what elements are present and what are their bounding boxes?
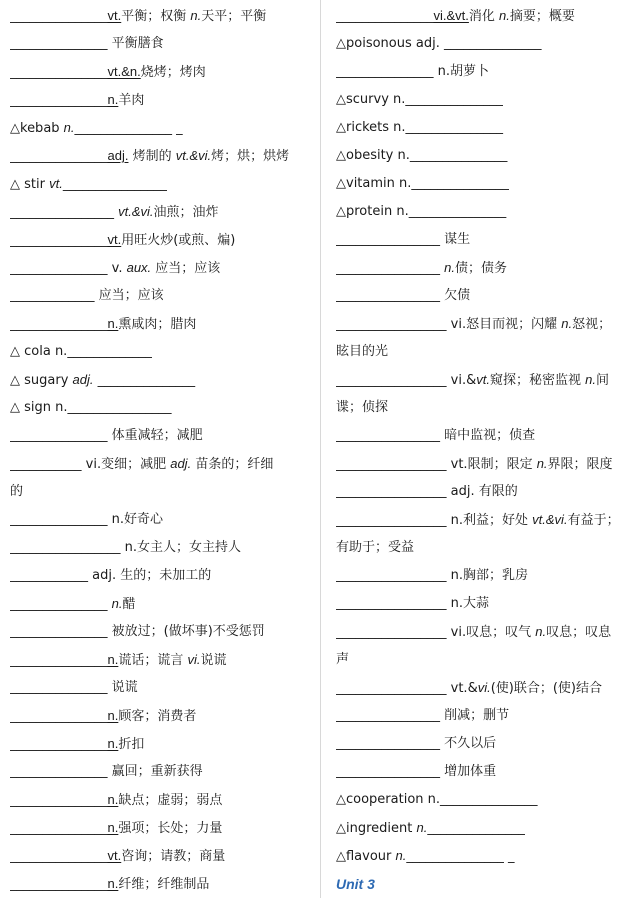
vocab-text: △rickets n. xyxy=(336,120,406,135)
vocab-line xyxy=(10,338,310,366)
vocab-text: △scurvy n. xyxy=(336,92,406,107)
vocab-line xyxy=(10,842,310,870)
vocab-text: 平衡；权衡 xyxy=(121,9,191,24)
part-of-speech-italic: n. xyxy=(111,596,123,611)
vocab-text: △vitamin n. xyxy=(336,176,412,191)
vocab-text: _________________ xyxy=(336,373,451,388)
vocab-line xyxy=(336,114,632,142)
vocab-text: _______________ xyxy=(427,821,525,836)
vocab-text: _______________ xyxy=(408,204,507,219)
part-of-speech-italic: adj. xyxy=(72,372,94,387)
vocab-line xyxy=(10,142,310,170)
vocab-text: vi.& xyxy=(450,373,477,388)
vocab-line xyxy=(336,2,632,30)
vocab-text: _______________ xyxy=(10,65,108,80)
vocab-text: 油煎；油炸 xyxy=(153,205,219,220)
vocab-text: adj. 有限的 xyxy=(450,484,518,499)
vocab-line xyxy=(336,814,632,842)
vocab-text: 应当；应该 xyxy=(98,288,164,303)
part-of-speech-underlined: n. xyxy=(107,792,119,807)
vocab-line xyxy=(336,338,632,366)
vocab-line xyxy=(10,506,310,534)
vocab-line xyxy=(10,58,310,86)
vocab-text: 醋 xyxy=(122,597,136,612)
vocab-line xyxy=(336,226,632,254)
vocab-text: n.胡萝卜 xyxy=(437,64,490,79)
vocab-line xyxy=(336,30,632,58)
part-of-speech-underlined: n. xyxy=(107,876,119,891)
part-of-speech-italic: n. xyxy=(395,848,407,863)
vocab-line xyxy=(10,562,310,590)
vocab-text: △poisonous adj. xyxy=(336,36,444,51)
vocab-line xyxy=(10,282,310,310)
vocab-text: 缺点；虚弱；弱点 xyxy=(118,793,223,808)
vocab-text: 强项；长处；力量 xyxy=(118,821,223,836)
left-column xyxy=(10,2,310,898)
vocab-text: ________________ xyxy=(336,736,445,751)
vocab-text: 顾客；消费者 xyxy=(118,709,197,724)
part-of-speech-italic: adj. xyxy=(170,456,192,471)
vocab-text: _______________ xyxy=(10,597,112,612)
vocab-line xyxy=(336,310,632,338)
vocab-line xyxy=(336,198,632,226)
vocab-text: _________________ xyxy=(336,625,451,640)
vocab-text: △kebab xyxy=(10,121,64,136)
part-of-speech-underlined: vt.&n. xyxy=(107,64,141,79)
vocab-text: △ sign n. xyxy=(10,400,68,415)
part-of-speech-underlined: vt. xyxy=(107,8,122,23)
vocab-text: vi.怒目而视；闪耀 xyxy=(450,317,562,332)
part-of-speech-underlined: n. xyxy=(107,708,119,723)
vocab-line xyxy=(336,366,632,394)
vocab-text: 增加体重 xyxy=(444,764,497,779)
vocab-text: (使)联合；(使)结合 xyxy=(490,681,602,696)
vocab-line xyxy=(10,170,310,198)
vocab-text: △ cola n. xyxy=(10,344,68,359)
vocab-text: 说谎 xyxy=(111,680,138,695)
part-of-speech-italic: vt. xyxy=(49,176,63,191)
vocab-text: n.女主人；女主持人 xyxy=(124,540,242,555)
part-of-speech-italic: n. xyxy=(499,8,510,23)
vocab-text: _______________ xyxy=(10,512,112,527)
vocab-text: 不久以后 xyxy=(444,736,497,751)
vocab-text: vi.叹息；叹气 xyxy=(450,625,536,640)
vocab-text: 折扣 xyxy=(118,737,145,752)
vocab-line xyxy=(336,58,632,86)
vocab-text: 咨询；请教；商量 xyxy=(121,849,226,864)
part-of-speech-italic: aux. xyxy=(126,260,152,275)
vocab-text: 烤制的 xyxy=(128,149,176,164)
vocab-line xyxy=(10,618,310,646)
vocab-text: _______________ xyxy=(10,317,108,332)
part-of-speech-underlined: n. xyxy=(107,652,119,667)
vocab-text: 烧烤；烤肉 xyxy=(140,65,206,80)
vocab-line xyxy=(336,394,632,422)
part-of-speech-italic: vt.&vi. xyxy=(532,512,568,527)
vocab-text: 天平；平衡 xyxy=(201,9,267,24)
vocab-text: ________________ xyxy=(336,708,445,723)
vocab-text: _______________ xyxy=(10,709,108,724)
vocab-line xyxy=(336,142,632,170)
vocab-line xyxy=(336,730,632,758)
vocab-line xyxy=(336,450,632,478)
vocab-text: 眩目的光 xyxy=(336,344,389,359)
part-of-speech-italic: vi. xyxy=(187,652,201,667)
vocab-text: _______________ xyxy=(10,624,112,639)
vocab-text: △ sugary xyxy=(10,373,73,388)
vocab-text: 间 xyxy=(595,373,609,388)
vocab-text: 纤维；纤维制品 xyxy=(118,877,210,892)
part-of-speech-italic: n. xyxy=(585,372,596,387)
vocab-line xyxy=(336,646,632,674)
vocab-line xyxy=(10,422,310,450)
vocab-text: _______________ xyxy=(440,792,538,807)
vocab-text: 赢回；重新获得 xyxy=(111,764,203,779)
vocab-line xyxy=(336,282,632,310)
vocab-text: _______________ xyxy=(10,261,112,276)
vocab-line xyxy=(336,870,632,898)
part-of-speech-italic: n. xyxy=(561,316,573,331)
vocab-text: _________________ xyxy=(336,596,451,611)
vocab-text: n.大蒜 xyxy=(450,596,490,611)
vocab-text: ________________ xyxy=(67,400,172,415)
vocab-text: _______________ xyxy=(405,92,503,107)
vocab-line xyxy=(10,674,310,702)
vocab-text: 羊肉 xyxy=(118,93,145,108)
vocab-line xyxy=(336,506,632,534)
vocab-text: 削减；删节 xyxy=(444,708,510,723)
vocab-text: _______________ xyxy=(10,149,108,164)
vocab-line xyxy=(336,786,632,814)
vocab-line xyxy=(336,170,632,198)
vocab-text: _______________ xyxy=(93,373,196,388)
vocab-text: _______________ xyxy=(336,64,438,79)
vocab-line xyxy=(10,366,310,394)
vocab-text: vt.限制；限定 xyxy=(450,457,537,472)
vocab-line xyxy=(10,310,310,338)
vocab-text: _______________ xyxy=(10,849,108,864)
vocab-text: _______________ xyxy=(405,120,504,135)
vocab-text: 谎话；谎言 xyxy=(118,653,188,668)
vocab-text: _________________ xyxy=(336,317,451,332)
vocab-text: 苗条的；纤细 xyxy=(191,457,274,472)
vocab-text: 消化 xyxy=(468,9,500,24)
vocab-text: adj. 生的；未加工的 xyxy=(92,568,212,583)
vocab-text: 谍；侦探 xyxy=(336,400,389,415)
vocab-text: 怒视； xyxy=(572,317,612,332)
vocab-text: 体重减轻；减肥 xyxy=(111,428,203,443)
part-of-speech-italic: vi. xyxy=(477,680,491,695)
vocab-line xyxy=(336,618,632,646)
vocab-text: ________________ xyxy=(336,288,445,303)
part-of-speech-italic: vt.&vi. xyxy=(118,204,154,219)
part-of-speech-italic: n. xyxy=(63,120,75,135)
vocab-text: 有益于； xyxy=(567,513,620,528)
unit-heading: Unit 3 xyxy=(336,876,375,892)
vocab-text: _______________ xyxy=(10,36,112,51)
vocab-line xyxy=(10,2,310,30)
part-of-speech-italic: n. xyxy=(535,624,547,639)
right-column xyxy=(336,2,632,898)
vocab-text: v. xyxy=(111,261,127,276)
part-of-speech-underlined: vt. xyxy=(107,848,122,863)
vocab-line xyxy=(336,478,632,506)
vocab-text: ____________ xyxy=(10,568,93,583)
vocab-text: 摘要；概要 xyxy=(509,9,575,24)
vocab-text: ________________ xyxy=(62,177,167,192)
vocab-line xyxy=(336,422,632,450)
vocab-line xyxy=(10,646,310,674)
vocab-text: ________________ xyxy=(336,232,445,247)
vocab-text: _______________ xyxy=(443,36,542,51)
vocab-text: _______________ xyxy=(411,176,509,191)
part-of-speech-italic: vt. xyxy=(476,372,490,387)
part-of-speech-underlined: adj. xyxy=(107,148,129,163)
vocab-line xyxy=(10,478,310,506)
vocab-line xyxy=(10,254,310,282)
vocab-line xyxy=(10,730,310,758)
vocab-text: _____________ xyxy=(10,288,99,303)
vocab-text: 叹息；叹息 xyxy=(546,625,612,640)
vocab-text: _______________ xyxy=(10,233,108,248)
vocab-text: 界限；限度 xyxy=(547,457,613,472)
vocab-line xyxy=(10,786,310,814)
vocab-line xyxy=(336,562,632,590)
vocab-text: _________________ xyxy=(336,484,451,499)
vocab-line xyxy=(336,674,632,702)
vocab-text: _______________ xyxy=(10,764,112,779)
vocab-text: _________________ xyxy=(336,457,451,472)
vocab-text: 烤；烘；烘烤 xyxy=(211,149,290,164)
vocab-text: 平衡膳食 xyxy=(111,36,164,51)
vocab-text: _______________ xyxy=(10,680,112,695)
vocab-text: _______________ xyxy=(10,737,108,752)
vocab-line xyxy=(336,758,632,786)
vocab-line xyxy=(10,702,310,730)
vocab-text: n.好奇心 xyxy=(111,512,164,527)
vocab-line xyxy=(10,198,310,226)
vocab-text: _________________ xyxy=(10,540,125,555)
vocab-text: _______________ xyxy=(10,877,108,892)
vocab-text: 用旺火炒(或煎、煸) xyxy=(121,233,236,248)
part-of-speech-italic: n. xyxy=(190,8,202,23)
vocab-text: _________________ xyxy=(336,681,451,696)
vocab-text: _________________ xyxy=(336,568,451,583)
vocab-text: _______________ xyxy=(10,653,108,668)
vocab-text: _______________ _ xyxy=(74,121,183,136)
vocab-line xyxy=(336,254,632,282)
vocab-line xyxy=(336,86,632,114)
part-of-speech-underlined: n. xyxy=(107,820,119,835)
vocab-text: △cooperation n. xyxy=(336,792,441,807)
vocab-line xyxy=(10,394,310,422)
part-of-speech-underlined: vt. xyxy=(107,232,122,247)
vocab-text: △flavour xyxy=(336,849,396,864)
vocab-text: _____________ xyxy=(67,344,152,359)
vocab-text: 被放过；(做坏事)不受惩罚 xyxy=(111,624,265,639)
vocab-text: △ingredient xyxy=(336,821,417,836)
vocab-text: 熏咸肉；腊肉 xyxy=(118,317,197,332)
vocab-line xyxy=(10,814,310,842)
vocab-text: 暗中监视；侦查 xyxy=(444,428,536,443)
vocab-text: ________________ xyxy=(336,764,445,779)
part-of-speech-italic: vt.&vi. xyxy=(175,148,212,163)
part-of-speech-italic: n. xyxy=(536,456,548,471)
vocab-line xyxy=(336,534,632,562)
vocab-text: _______________ xyxy=(10,9,108,24)
vocab-line xyxy=(10,590,310,618)
vocab-text: △obesity n. xyxy=(336,148,410,163)
vocab-line xyxy=(10,86,310,114)
vocab-text: _______________ xyxy=(10,93,108,108)
vocab-line xyxy=(10,226,310,254)
vocab-text: 有助于；受益 xyxy=(336,540,415,555)
vocab-text: 说谎 xyxy=(200,653,227,668)
column-divider xyxy=(320,0,321,898)
vocab-text: 窥探；秘密监视 xyxy=(489,373,586,388)
vocab-text: ________________ xyxy=(336,428,445,443)
vocab-text: △protein n. xyxy=(336,204,409,219)
vocab-line xyxy=(336,842,632,870)
vocab-text: 声 xyxy=(336,652,350,667)
vocab-text: ________________ xyxy=(10,205,119,220)
vocab-text: _______________ xyxy=(336,9,434,24)
vocab-text: _______________ _ xyxy=(406,849,515,864)
vocab-text: 欠债 xyxy=(444,288,471,303)
vocab-text: n.利益；好处 xyxy=(450,513,533,528)
vocab-line xyxy=(10,870,310,898)
vocab-text: vt.& xyxy=(450,681,478,696)
vocab-text: 债；债务 xyxy=(454,261,507,276)
part-of-speech-italic: n. xyxy=(416,820,428,835)
vocab-text: _______________ xyxy=(10,793,108,808)
vocab-line xyxy=(336,702,632,730)
vocab-line xyxy=(10,758,310,786)
vocab-line xyxy=(10,450,310,478)
vocab-text: 的 xyxy=(10,484,24,499)
vocab-text: _______________ xyxy=(409,148,508,163)
vocab-line xyxy=(336,590,632,618)
part-of-speech-italic: n. xyxy=(444,260,455,275)
vocab-text: 应当；应该 xyxy=(151,261,221,276)
vocab-text: n.胸部；乳房 xyxy=(450,568,529,583)
part-of-speech-underlined: n. xyxy=(107,92,119,107)
vocab-text: _______________ xyxy=(10,821,108,836)
part-of-speech-underlined: vi.&vt. xyxy=(433,8,469,23)
part-of-speech-underlined: n. xyxy=(107,316,119,331)
vocab-text: 谋生 xyxy=(444,232,471,247)
vocab-text: △ stir xyxy=(10,177,50,192)
vocab-line xyxy=(10,534,310,562)
vocab-text: _________________ xyxy=(336,513,451,528)
vocab-text: ________________ xyxy=(336,261,445,276)
vocab-line xyxy=(10,30,310,58)
vocab-text: _______________ xyxy=(10,428,112,443)
vocab-line xyxy=(10,114,310,142)
vocab-text: vi.变细；减肥 xyxy=(85,457,171,472)
part-of-speech-underlined: n. xyxy=(107,736,119,751)
vocab-text: ___________ xyxy=(10,457,86,472)
